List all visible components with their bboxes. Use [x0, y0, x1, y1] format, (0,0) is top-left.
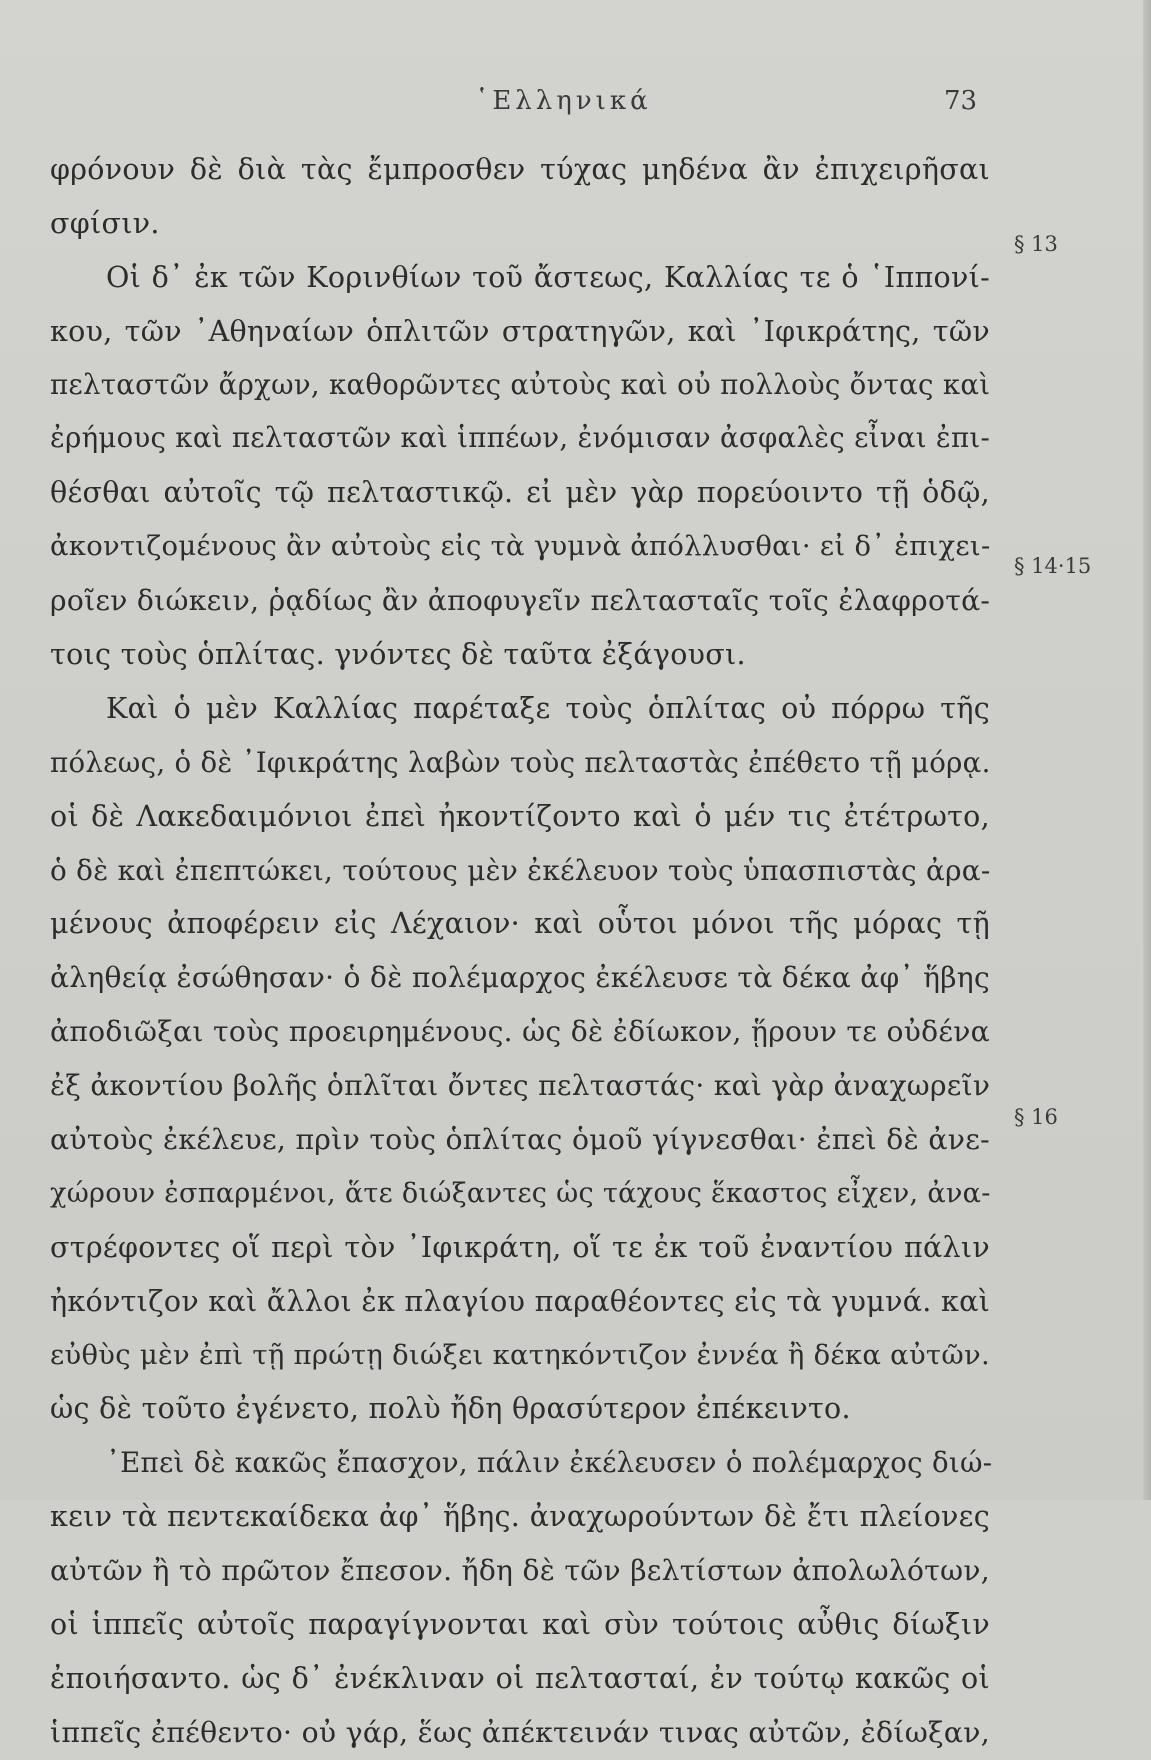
text-line: ἀκοντιζομένους ἂν αὐτοὺς εἰς τὰ γυμνὰ ἀπόλλυσθαι· εἰ δ᾽ ἐπιχει- — [50, 531, 991, 563]
text-line: ᾽Επεὶ δὲ κακῶς ἔπασχον, πάλιν ἐκέλευσεν ὁ πολέμαρχος διώ- — [106, 1446, 993, 1480]
text-line: ἐποιήσαντο. ὡς δ᾽ ἐνέκλιναν οἱ πελτασταί, ἐν τούτῳ κακῶς οἱ — [50, 1661, 990, 1695]
text-line: εὐθὺς μὲν ἐπὶ τῇ πρώτῃ διώξει κατηκόντιζον ἐννέα ἢ δέκα αὐτῶν. — [50, 1339, 990, 1371]
text-line: αὐτῶν ἢ τὸ πρῶτον ἔπεσον. ἤδη δὲ τῶν βελτίστων ἀπολωλότων, — [50, 1554, 990, 1588]
text-line: ὡς δὲ τοῦτο ἐγένετο, πολὺ ἤδη θρασύτερον ἐπέκειντο. — [50, 1392, 851, 1426]
text-line: στρέφοντες οἵ περὶ τὸν ᾽Ιφικράτη, οἵ τε ἐκ τοῦ ἐναντίου πάλιν — [50, 1230, 990, 1264]
text-line: ἀληθείᾳ ἐσώθησαν· ὁ δὲ πολέμαρχος ἐκέλευσε τὰ δέκα ἀφ᾽ ἥβης — [50, 961, 990, 995]
text-line: θέσθαι αὐτοῖς τῷ πελταστικῷ. εἰ μὲν γὰρ πορεύοιντο τῇ ὁδῷ, — [50, 476, 990, 510]
text-line: οἱ ἱππεῖς αὐτοῖς παραγίγνονται καὶ σὺν τούτοις αὖθις δίωξιν — [50, 1608, 990, 1642]
text-body — [50, 143, 993, 1760]
section-marker: § 16 — [1014, 1105, 1058, 1129]
text-line: ἠκόντιζον καὶ ἄλλοι ἐκ πλαγίου παραθέοντες εἰς τὰ γυμνά. καὶ — [50, 1284, 991, 1318]
section-marker: § 13 — [1014, 232, 1058, 256]
text-line: πόλεως, ὁ δὲ ᾽Ιφικράτης λαβὼν τοὺς πελταστὰς ἐπέθετο τῇ μόρᾳ. — [50, 745, 991, 779]
text-line: φρόνουν δὲ διὰ τὰς ἔμπροσθεν τύχας μηδένα ἂν ἐπιχειρῆσαι — [50, 153, 990, 186]
page-edge — [1143, 0, 1151, 1500]
text-line: οἱ δὲ Λακεδαιμόνιοι ἐπεὶ ἠκοντίζοντο καὶ ὁ μέν τις ἐτέτρωτο, — [50, 799, 990, 833]
section-marker: § 14·15 — [1014, 554, 1092, 578]
text-line: αὐτοὺς ἐκέλευε, πρὶν τοὺς ὁπλίτας ὁμοῦ γίγνεσθαι· ἐπεὶ δὲ ἀνε- — [50, 1123, 990, 1157]
text-line: χώρουν ἐσπαρμένοι, ἅτε διώξαντες ὡς τάχους ἕκαστος εἶχεν, ἀνα- — [50, 1177, 991, 1209]
text-line: Οἱ δ᾽ ἐκ τῶν Κορινθίων τοῦ ἄστεως, Καλλίας τε ὁ ῾Ιππονί- — [106, 260, 990, 294]
text-line: ἐξ ἀκοντίου βολῆς ὁπλῖται ὄντες πελταστάς· καὶ γὰρ ἀναχωρεῖν — [50, 1069, 991, 1103]
text-line: ἐρήμους καὶ πελταστῶν καὶ ἱππέων, ἐνόμισαν ἀσφαλὲς εἶναι ἐπι- — [50, 422, 991, 455]
text-line: τοις τοὺς ὁπλίτας. γνόντες δὲ ταῦτα ἐξάγουσι. — [50, 638, 746, 672]
text-line: ὁ δὲ καὶ ἐπεπτώκει, τούτους μὲν ἐκέλευον τοὺς ὑπασπιστὰς ἀρα- — [50, 853, 991, 887]
text-line: μένους ἀποφέρειν εἰς Λέχαιον· καὶ οὗτοι μόνοι τῆς μόρας τῇ — [50, 907, 990, 941]
text-line: ροῖεν διώκειν, ῥᾳδίως ἂν ἀποφυγεῖν πελτασταῖς τοῖς ἐλαφροτά- — [50, 584, 991, 618]
text-line: κειν τὰ πεντεκαίδεκα ἀφ᾽ ἥβης. ἀναχωρούντων δὲ ἔτι πλείονες — [50, 1500, 990, 1534]
text-line: Καὶ ὁ μὲν Καλλίας παρέταξε τοὺς ὁπλίτας οὐ πόρρω τῆς — [106, 691, 990, 725]
page-number: 73 — [944, 86, 978, 116]
text-line: ἀποδιῶξαι τοὺς προειρημένους. ὡς δὲ ἐδίωκον, ᾕρουν τε οὐδένα — [50, 1015, 990, 1049]
text-line: ἱππεῖς ἐπέθεντο· οὐ γάρ, ἕως ἀπέκτεινάν τινας αὐτῶν, ἐδίωξαν, — [50, 1715, 991, 1749]
text-line: κου, τῶν ᾽Αθηναίων ὁπλιτῶν στρατηγῶν, καὶ ᾽Ιφικράτης, τῶν — [50, 314, 990, 348]
text-line: πελταστῶν ἄρχων, καθορῶντες αὐτοὺς καὶ οὐ πολλοὺς ὄντας καὶ — [50, 368, 991, 401]
text-line: σφίσιν. — [50, 206, 160, 240]
running-head-title: ῾Ελληνικά — [475, 86, 652, 116]
